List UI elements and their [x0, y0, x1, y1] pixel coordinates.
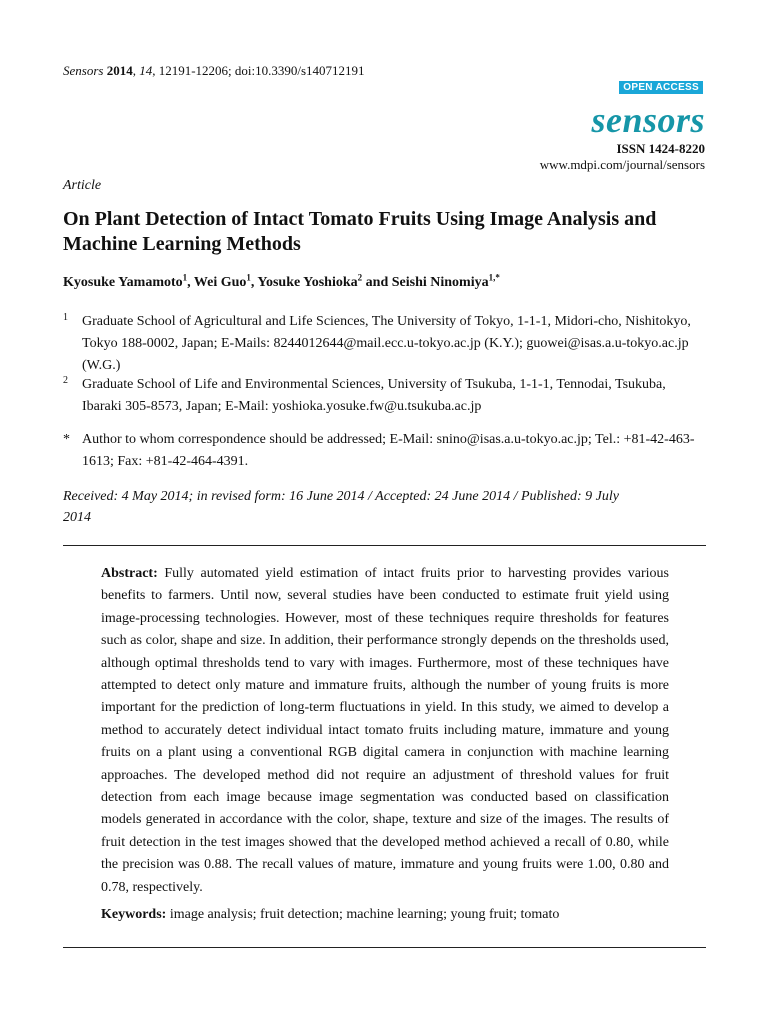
journal-url[interactable]: www.mdpi.com/journal/sensors [539, 157, 705, 172]
affiliation-number: 2 [63, 375, 68, 386]
publication-dates: Received: 4 May 2014; in revised form: 16 June 2014 / Accepted: 24 June 2014 / Published: 9 July 2014 [63, 489, 619, 525]
citation-volume: 14 [139, 63, 153, 78]
affiliation-number: 1 [63, 312, 68, 323]
author-name: Wei Guo [193, 275, 247, 290]
divider-top [63, 545, 706, 546]
issn: ISSN 1424-8220 [616, 141, 705, 156]
paper-title: On Plant Detection of Intact Tomato Fruits Using Image Analysis and Machine Learning Methods [63, 208, 657, 255]
author-affiliation-mark: 1 [182, 272, 188, 283]
author-affiliation-mark: 1,* [488, 272, 500, 283]
author-separator: and [362, 275, 392, 290]
journal-logo: sensors [591, 100, 705, 140]
citation-year: 2014 [106, 63, 133, 78]
author-name: Seishi Ninomiya [391, 275, 489, 290]
author-name: Kyosuke Yamamoto [63, 275, 183, 290]
article-type: Article [63, 178, 102, 193]
correspondence-mark: * [63, 432, 70, 447]
abstract [101, 563, 669, 899]
affiliation-text: Graduate School of Agricultural and Life Sciences, The University of Tokyo, 1-1-1, Midori-cho, Nishitokyo, Tokyo 188-0002, Japan; E-Mails: 8244012644@mail.ecc.u-tokyo.ac.jp (K.Y.); guowei@isas.a.u-tokyo.ac.jp (W.G.) [82, 314, 691, 373]
author-separator: , [250, 275, 258, 290]
correspondence-note [63, 429, 703, 473]
citation-doi: , 12191-12206; doi:10.3390/s140712191 [152, 63, 365, 78]
author-affiliation-mark: 1 [246, 272, 251, 283]
citation-journal: Sensors [63, 63, 104, 78]
author-list [63, 272, 500, 291]
keywords-label: Keywords: [101, 907, 167, 922]
author-separator: , [187, 275, 194, 290]
abstract-label: Abstract: [101, 566, 158, 581]
affiliation-1 [63, 311, 703, 377]
keywords [101, 907, 669, 923]
keywords-text: image analysis; fruit detection; machine learning; young fruit; tomato [169, 907, 560, 922]
citation-line: Sensors 2014, 14, 12191-12206; doi:10.3390/s140712191 [63, 63, 365, 78]
open-access-badge: OPEN ACCESS [619, 81, 703, 94]
author-affiliation-mark: 2 [357, 272, 363, 283]
divider-bottom [63, 947, 706, 948]
abstract-text: Fully automated yield estimation of intact fruits prior to harvesting provides various benefits to farmers. Until now, several studies have been conducted to estimate fruit yield using image-processing technologies. However, most of these techniques require thresholds for features such as color, shape and size. In addition, their performance strongly depends on the thresholds used, although optimal thresholds tend to vary with images. Furthermore, most of these techniques have attempted to detect only mature and immature fruits, although the number of young fruits is more important for the prediction of long-term fluctuations in yield. In this study, we aimed to develop a method to accurately detect individual intact tomato fruits including mature, immature and young fruits on a plant using a conventional RGB digital camera in conjunction with machine learning approaches. The developed method did not require an adjustment of threshold values for fruit detection from each image because image segmentation was conducted based on classification models generated in accordance with the color, shape, texture and size of the images. The results of fruit detection in the test images showed that the developed method achieved a recall of 0.80, while the precision was 0.88. The recall values of mature, immature and young fruits were 1.00, 0.80 and 0.78, respectively. [101, 566, 669, 895]
affiliation-2 [63, 374, 703, 418]
correspondence-text: Author to whom correspondence should be addressed; E-Mail: snino@isas.a.u-tokyo.ac.jp; Tel.: +81-42-463-1613; Fax: +81-42-464-4391. [82, 432, 695, 469]
author-name: Yosuke Yoshioka [257, 275, 358, 290]
affiliation-text: Graduate School of Life and Environmental Sciences, University of Tsukuba, 1-1-1, Tennodai, Tsukuba, Ibaraki 305-8573, Japan; E-Mail: yoshioka.yosuke.fw@u.tsukuba.ac.jp [82, 377, 666, 414]
